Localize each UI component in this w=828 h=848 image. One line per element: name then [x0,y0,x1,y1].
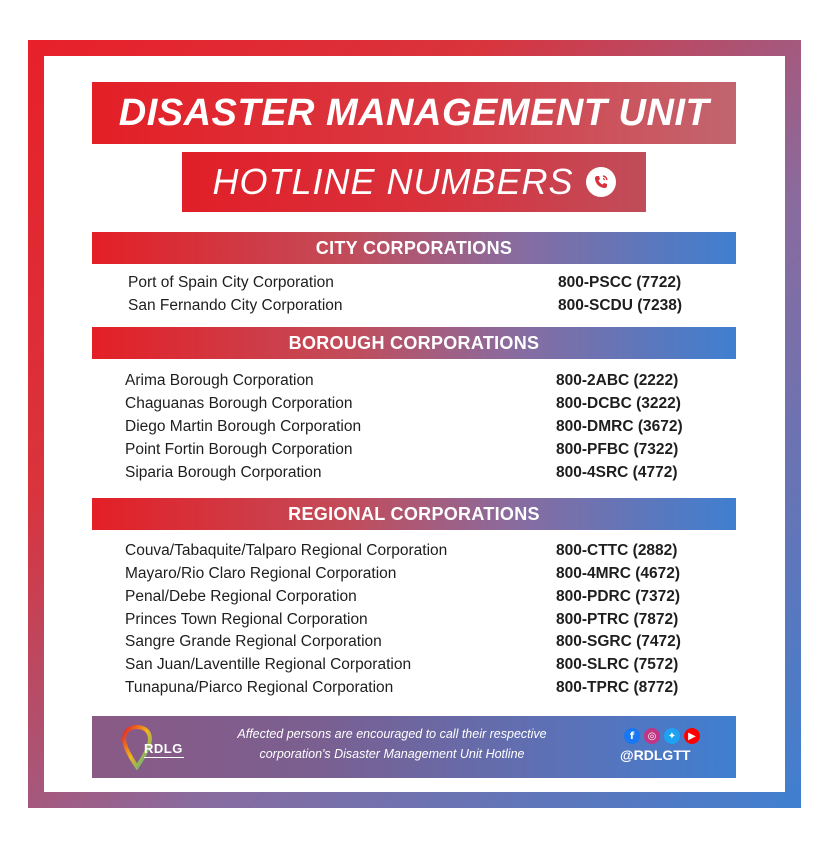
twitter-icon[interactable]: ✦ [664,728,680,744]
section-header-borough [92,327,736,359]
footer-banner [92,716,736,778]
corporation-name: Diego Martin Borough Corporation [125,418,362,435]
corporation-name: Sangre Grande Regional Corporation [125,633,382,650]
section-header-regional [92,498,736,530]
list-item [125,372,715,394]
section-title: REGIONAL CORPORATIONS [288,503,540,524]
hotline-number[interactable]: 800-PTRC (7872) [556,611,679,628]
list-item [125,542,715,564]
corporation-name: Mayaro/Rio Claro Regional Corporation [125,565,397,582]
hotline-number[interactable]: 800-CTTC (2882) [556,542,678,559]
corporation-name: Couva/Tabaquite/Talparo Regional Corporation [125,542,448,559]
list-item [125,464,715,486]
list-item [128,297,708,319]
phone-icon [586,167,616,197]
list-item [125,418,715,440]
page-subtitle: HOTLINE NUMBERS [212,161,574,202]
corporation-name: Point Fortin Borough Corporation [125,441,353,458]
corporation-name: Port of Spain City Corporation [128,274,334,291]
social-icons [624,728,700,744]
facebook-icon[interactable]: f [624,728,640,744]
list-item [125,441,715,463]
hotline-number[interactable]: 800-DCBC (3222) [556,395,681,412]
hotline-number[interactable]: 800-TPRC (8772) [556,679,679,696]
footer-message [232,724,552,764]
hotline-number[interactable]: 800-4MRC (4672) [556,565,681,582]
logo-text: RDLG [144,741,183,756]
hotline-number[interactable]: 800-SCDU (7238) [558,297,683,314]
corporation-name: Siparia Borough Corporation [125,464,322,481]
hotline-number[interactable]: 800-SLRC (7572) [556,656,679,673]
subtitle-banner [182,152,646,212]
footer-message-line-2: corporation's Disaster Management Unit Hotline [259,747,525,761]
corporation-name: Tunapuna/Piarco Regional Corporation [125,679,394,696]
list-item [125,565,715,587]
corporation-name: Chaguanas Borough Corporation [125,395,353,412]
hotline-number[interactable]: 800-PSCC (7722) [558,274,682,291]
list-item [125,588,715,610]
list-item [125,633,715,655]
page-title: DISASTER MANAGEMENT UNIT [118,91,710,134]
corporation-name: San Juan/Laventille Regional Corporation [125,656,412,673]
instagram-icon[interactable]: ◎ [644,728,660,744]
rdlg-logo [122,724,192,770]
social-handle[interactable]: @RDLGTT [620,747,691,763]
list-item [125,656,715,678]
list-item [128,274,708,296]
section-header-city [92,232,736,264]
hotline-number[interactable]: 800-DMRC (3672) [556,418,683,435]
hotline-number[interactable]: 800-SGRC (7472) [556,633,681,650]
hotline-number[interactable]: 800-2ABC (2222) [556,372,679,389]
corporation-name: Princes Town Regional Corporation [125,611,368,628]
youtube-icon[interactable]: ▶ [684,728,700,744]
corporation-name: San Fernando City Corporation [128,297,343,314]
logo-underline [144,757,184,758]
hotline-number[interactable]: 800-4SRC (4772) [556,464,678,481]
hotline-number[interactable]: 800-PDRC (7372) [556,588,681,605]
title-banner [92,82,736,144]
list-item [125,679,715,701]
corporation-name: Penal/Debe Regional Corporation [125,588,357,605]
section-title: CITY CORPORATIONS [315,237,513,258]
hotline-number[interactable]: 800-PFBC (7322) [556,441,679,458]
corporation-name: Arima Borough Corporation [125,372,314,389]
list-item [125,395,715,417]
footer-message-line-1: Affected persons are encouraged to call their respective [237,727,547,741]
section-title: BOROUGH CORPORATIONS [288,332,540,353]
list-item [125,611,715,633]
